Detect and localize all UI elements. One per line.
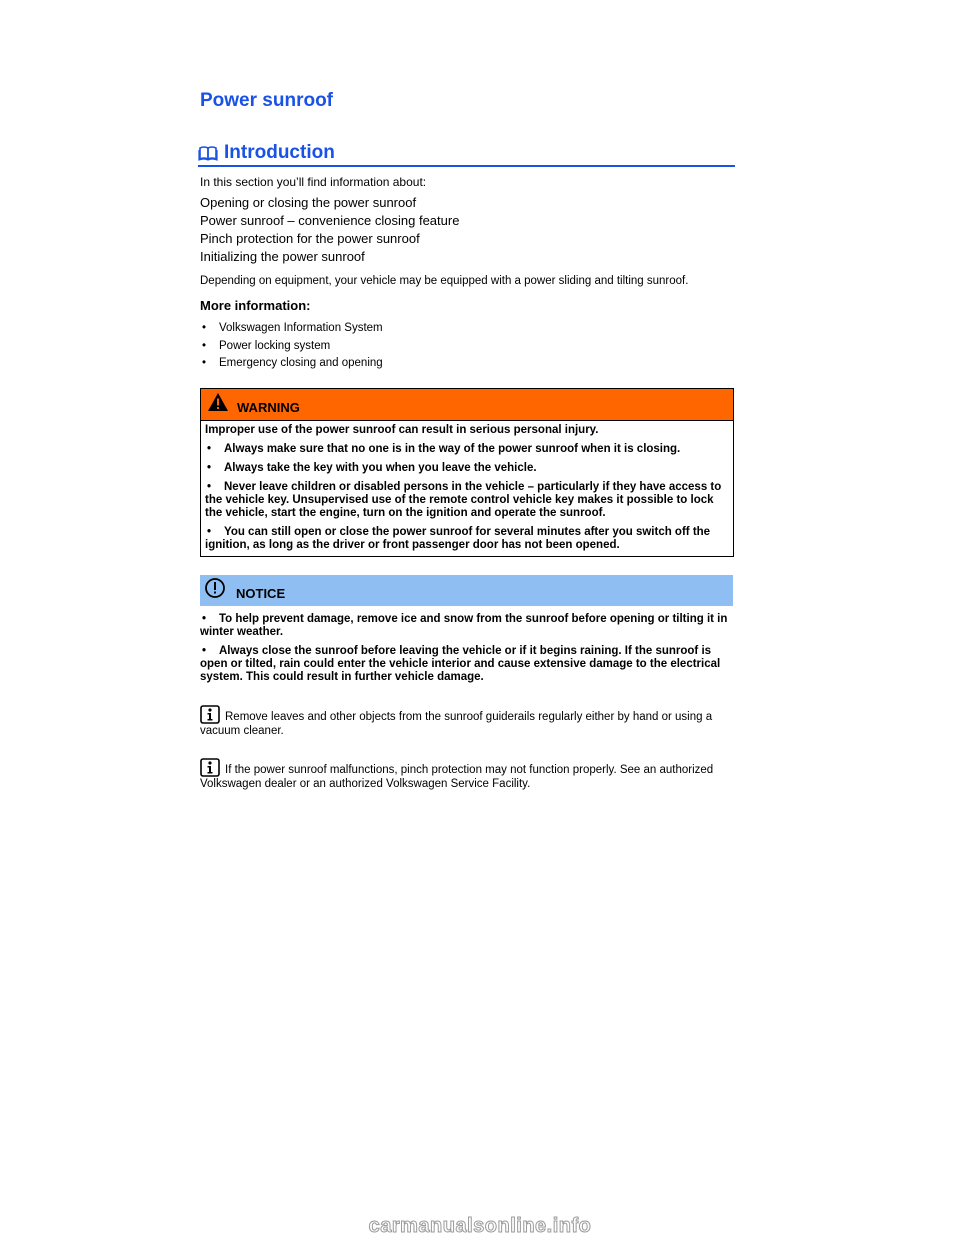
notice-label: NOTICE bbox=[236, 586, 286, 601]
info-icon bbox=[200, 705, 220, 724]
warning-item-text: You can still open or close the power sunroof for several minutes after you switch off the ignition, as long as the driver or front passenger door has not been opened. bbox=[205, 526, 711, 551]
warning-header bbox=[201, 389, 733, 421]
warning-label: WARNING bbox=[237, 400, 300, 415]
list-item bbox=[200, 338, 383, 356]
more-info-link[interactable]: Emergency closing and opening bbox=[219, 357, 383, 369]
topic-link[interactable]: Pinch protection for the power sunroof bbox=[200, 231, 420, 246]
section-heading bbox=[198, 140, 735, 167]
list-item bbox=[200, 355, 383, 373]
warning-item bbox=[205, 481, 729, 520]
svg-text:carmanualsonline.info: carmanualsonline.info bbox=[368, 1215, 592, 1237]
notice-header bbox=[200, 575, 733, 606]
more-info-list bbox=[200, 320, 383, 373]
topic-link[interactable]: Opening or closing the power sunroof bbox=[200, 195, 417, 210]
intro-text: In this section you’ll find information about: bbox=[200, 175, 427, 189]
equipment-text: Depending on equipment, your vehicle may be equipped with a power sliding and tilting sunroof. bbox=[200, 275, 689, 287]
warning-triangle-icon bbox=[207, 392, 229, 417]
warning-item-text: Always take the key with you when you leave the vehicle. bbox=[224, 462, 537, 474]
bullet: • bbox=[207, 526, 212, 538]
notice-item-text: To help prevent damage, remove ice and snow from the sunroof before opening or tilting it in winter weather. bbox=[200, 613, 728, 638]
warning-item bbox=[205, 462, 729, 475]
info-icon bbox=[200, 758, 220, 777]
bullet: • bbox=[202, 645, 207, 657]
bullet: • bbox=[207, 481, 212, 493]
warning-item bbox=[205, 443, 729, 456]
topic-list bbox=[200, 194, 459, 266]
page-title: Power sunroof bbox=[200, 90, 334, 111]
more-info-heading: More information: bbox=[200, 298, 311, 313]
warning-item-text: Always make sure that no one is in the way of the power sunroof when it is closing. bbox=[224, 443, 681, 455]
warning-intro: Improper use of the power sunroof can result in serious personal injury. bbox=[205, 424, 599, 436]
notice-item bbox=[200, 645, 733, 684]
tip-text: Remove leaves and other objects from the sunroof guiderails regularly either by hand or using a vacuum cleaner. bbox=[200, 711, 713, 737]
warning-item-text: Never leave children or disabled persons in the vehicle – particularly if they have access to the vehicle key. Unsupervised use of the remote control vehicle key makes it possible to lock the vehicle, start the engine, turn on the ignition and operate the sunroof. bbox=[205, 481, 722, 519]
tip-text: If the power sunroof malfunctions, pinch protection may not function properly. See an authorized Volkswagen dealer or an authorized Volkswagen Service Facility. bbox=[200, 764, 714, 790]
exclamation-circle-icon bbox=[204, 577, 226, 604]
tip-note bbox=[200, 705, 733, 738]
more-info-link[interactable]: Power locking system bbox=[219, 339, 331, 352]
notice-item bbox=[200, 613, 733, 639]
warning-box bbox=[200, 388, 734, 557]
bullet: • bbox=[202, 339, 207, 352]
list-item bbox=[200, 320, 383, 338]
more-info-link[interactable]: Volkswagen Information System bbox=[219, 322, 383, 334]
warning-item bbox=[205, 526, 729, 552]
tip-note bbox=[200, 758, 733, 791]
bullet: • bbox=[202, 322, 207, 334]
notice-body bbox=[200, 613, 733, 690]
section-heading-text: Introduction bbox=[224, 142, 335, 163]
bullet: • bbox=[202, 613, 207, 625]
watermark bbox=[0, 1210, 960, 1242]
topic-link[interactable]: Power sunroof – convenience closing feature bbox=[200, 213, 460, 228]
bullet: • bbox=[207, 462, 212, 474]
bullet: • bbox=[207, 443, 212, 455]
topic-link[interactable]: Initializing the power sunroof bbox=[200, 249, 365, 264]
notice-item-text: Always close the sunroof before leaving the vehicle or if it begins raining. If the sunroof is open or tilted, rain could enter the vehicle interior and cause extensive damage to the electrical system. This could result in further vehicle damage. bbox=[200, 645, 721, 683]
warning-body bbox=[201, 421, 733, 556]
book-icon bbox=[198, 145, 218, 161]
bullet: • bbox=[202, 357, 207, 369]
